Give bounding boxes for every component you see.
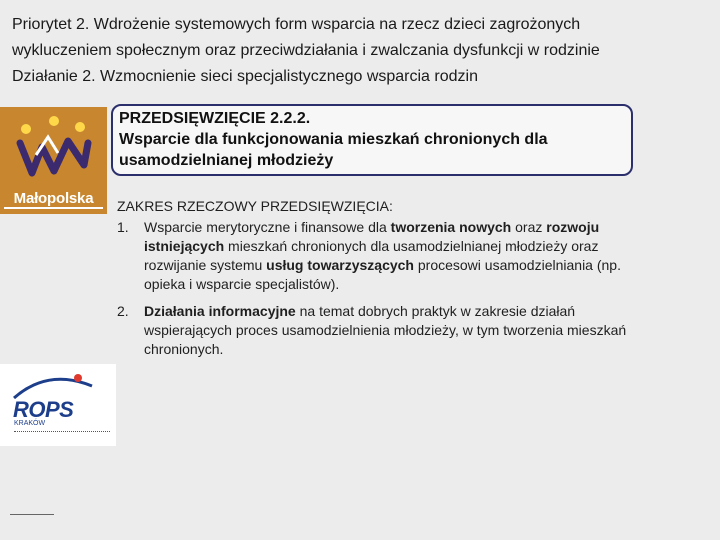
scope-item-1-text-d: procesowi usamodzielniania (np. opieka i wsparcie specjalistów). [144, 257, 621, 292]
scope-section [117, 197, 647, 367]
malopolska-logo [0, 107, 107, 214]
rops-logo-subtext: KRAKÓW [14, 420, 46, 427]
scope-item-2-bold-a: Działania informacyjne [144, 303, 296, 319]
scope-item-1-bold-b: rozwoju istniejących [144, 219, 600, 254]
scope-item-2-text-a: na temat dobrych praktyk w zakresie działań wspierających proces usamodzielnienia młodzieży, w tym tworzenia mieszkań chronionych. [144, 303, 627, 357]
title-line-2: Wsparcie dla funkcjonowania mieszkań chronionych dla [119, 131, 548, 148]
header-line-3: Działanie 2. Wzmocnienie sieci specjalistycznego wsparcia rodzin [12, 68, 478, 85]
rops-logo [0, 364, 116, 446]
scope-heading: ZAKRES RZECZOWY PRZEDSIĘWZIĘCIA: [117, 198, 393, 214]
malopolska-logo-text: Małopolska [13, 190, 94, 207]
title-line-1: PRZEDSIĘWZIĘCIE 2.2.2. [119, 110, 311, 127]
rops-logo-tagline [14, 431, 110, 435]
header-text [12, 12, 712, 90]
scope-item-1-text-b: oraz [511, 219, 547, 235]
scope-item-1-bold-c: usług towarzyszących [266, 257, 414, 273]
header-line-1: Priorytet 2. Wdrożenie systemowych form wsparcia na rzecz dzieci zagrożonych [12, 16, 581, 33]
scope-item-1-text-a: Wsparcie merytoryczne i finansowe dla [144, 219, 391, 235]
scope-item-1-text-c: mieszkań chronionych dla usamodzielnianej młodzieży oraz rozwijanie systemu [144, 238, 599, 273]
scope-item-2 [117, 302, 647, 359]
malopolska-logo-underline [4, 207, 103, 209]
scope-item-2-number: 2. [117, 303, 129, 319]
scope-item-1-bold-a: tworzenia nowych [390, 219, 512, 235]
header-line-2: wykluczeniem społecznym oraz przeciwdziałania i zwalczania dysfunkcji w rodzinie [12, 42, 600, 59]
scope-item-1-number: 1. [117, 219, 129, 235]
title-line-3: usamodzielnianej młodzieży [119, 152, 334, 169]
footer-divider [10, 514, 54, 515]
malopolska-logo-icon [10, 113, 98, 189]
title-box [111, 104, 633, 176]
scope-item-1 [117, 218, 647, 294]
rops-logo-text: ROPS [13, 397, 74, 422]
